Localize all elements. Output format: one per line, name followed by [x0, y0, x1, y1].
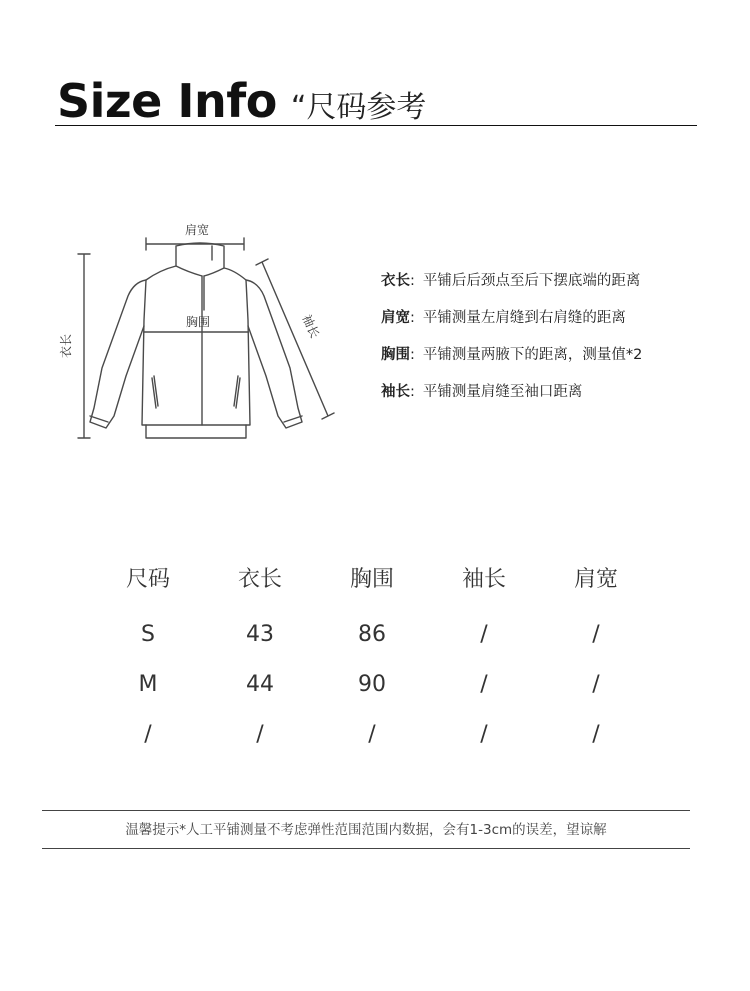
definition-term: 袖长	[381, 384, 410, 400]
table-cell: M	[138, 671, 158, 697]
header-cell: 肩宽	[573, 566, 618, 592]
definition-row	[381, 305, 721, 342]
size-table-header	[92, 553, 652, 601]
definition-separator: :	[410, 310, 415, 326]
definition-row	[381, 268, 721, 305]
definition-row	[381, 342, 721, 379]
table-cell: /	[480, 671, 488, 697]
header-cell: 胸围	[349, 566, 394, 592]
table-cell: 44	[246, 671, 274, 697]
page-title	[57, 74, 427, 128]
right-pocket	[234, 376, 240, 408]
measurement-definitions	[381, 268, 721, 416]
sleeve-label: 袖长	[299, 312, 322, 341]
table-cell: /	[480, 721, 488, 747]
title-underline	[55, 125, 697, 126]
definition-separator: :	[410, 347, 415, 363]
definition-separator: :	[410, 384, 415, 400]
shoulder-label: 肩宽	[184, 223, 210, 237]
size-table	[92, 553, 652, 759]
left-sleeve	[90, 280, 146, 428]
jacket-body	[142, 266, 250, 425]
left-pocket	[152, 376, 158, 408]
hem-band	[146, 425, 246, 438]
table-cell: /	[592, 721, 600, 747]
jacket-illustration	[59, 210, 352, 460]
note-bottom-rule	[42, 848, 690, 849]
jacket-diagram	[59, 210, 352, 460]
table-cell: 86	[358, 621, 386, 647]
chest-label: 胸围	[185, 315, 211, 329]
right-sleeve	[246, 280, 302, 428]
table-cell: /	[368, 721, 376, 747]
definition-text: 平铺测量肩缝至袖口距离	[422, 384, 583, 400]
table-cell: /	[592, 671, 600, 697]
title-chinese: “尺码参考	[290, 90, 427, 125]
definition-term: 衣长	[381, 273, 410, 289]
header-cell: 衣长	[237, 566, 282, 592]
shoulder-bracket	[146, 238, 244, 250]
collar	[176, 243, 224, 276]
definition-term: 胸围	[381, 347, 410, 363]
measurement-note: 温馨提示*人工平铺测量不考虑弹性范围范围内数据，会有1-3cm的误差，望谅解	[125, 822, 607, 838]
table-row	[92, 659, 652, 709]
table-cell: S	[141, 621, 155, 647]
note-top-rule	[42, 810, 690, 811]
definition-term: 肩宽	[381, 310, 410, 326]
definition-text: 平铺测量两腋下的距离，测量值*2	[422, 347, 643, 363]
title-english: Size Info	[57, 74, 277, 128]
header-cell: 尺码	[125, 566, 170, 592]
header-cell: 袖长	[461, 566, 506, 592]
definition-text: 平铺后后颈点至后下摆底端的距离	[422, 273, 641, 289]
table-cell: /	[592, 621, 600, 647]
table-cell: /	[144, 721, 152, 747]
length-bracket	[78, 254, 90, 438]
table-row	[92, 709, 652, 759]
definition-text: 平铺测量左肩缝到右肩缝的距离	[422, 310, 626, 326]
table-row	[92, 609, 652, 659]
table-cell: /	[256, 721, 264, 747]
table-cell: /	[480, 621, 488, 647]
table-cell: 90	[358, 671, 386, 697]
table-cell: 43	[246, 621, 274, 647]
length-label: 衣长	[59, 333, 73, 359]
definition-separator: :	[410, 273, 415, 289]
definition-row	[381, 379, 721, 416]
